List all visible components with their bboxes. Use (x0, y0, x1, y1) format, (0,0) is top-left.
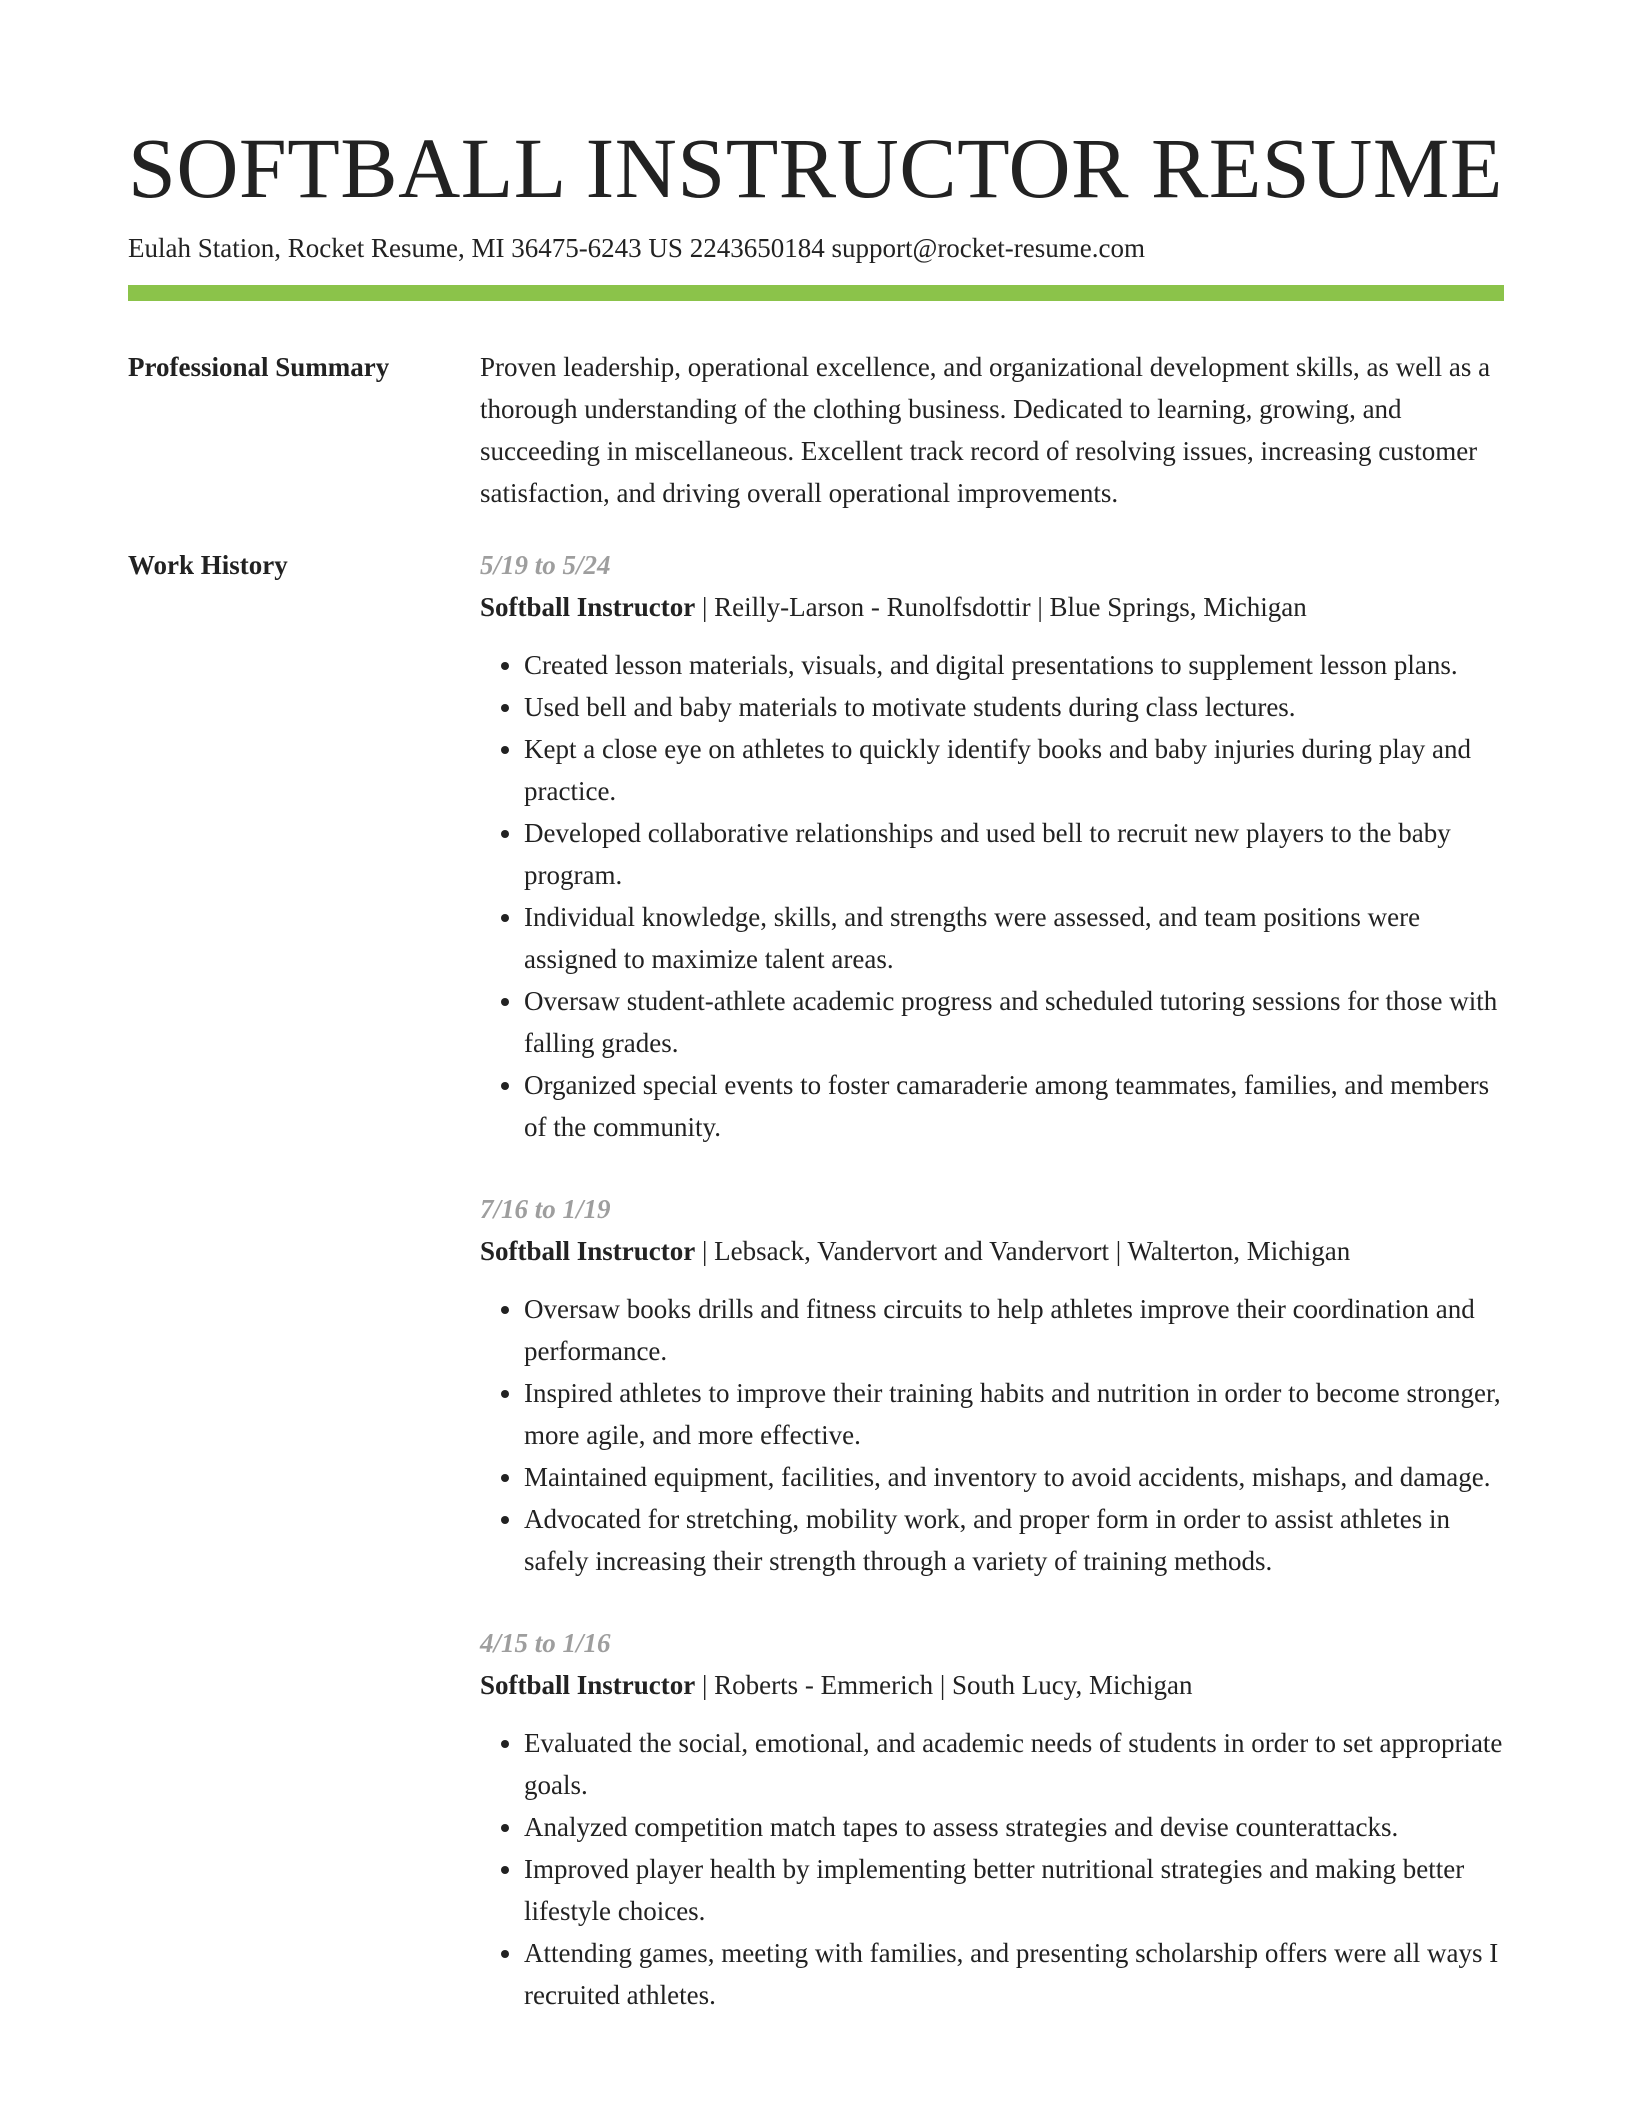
job-heading (480, 1664, 1504, 1706)
job-bullet-list (480, 644, 1504, 1148)
contact-line: Eulah Station, Rocket Resume, MI 36475-6243 US 2243650184 support@rocket-resume.com (128, 233, 1145, 263)
job-entry (480, 544, 1504, 1148)
job-bullet-list (480, 1722, 1504, 2016)
summary-text: Proven leadership, operational excellence, and organizational development skills, as well as a thorough understanding of the clothing business. Dedicated to learning, growing, and succeeding in miscellaneous. Excellent track record of resolving issues, increasing customer satisfaction, and driving overall operational improvements. (480, 352, 1491, 508)
job-bullet: • Advocated for stretching, mobility work, and proper form in order to assist athletes in safely increasing their strength through a variety of training methods. (524, 1498, 1504, 1582)
job-bullet: • Used bell and baby materials to motivate students during class lectures. (524, 686, 1504, 728)
section-label-summary: Professional Summary (128, 352, 390, 382)
job-heading (480, 1230, 1504, 1272)
job-bullet: • Improved player health by implementing better nutritional strategies and making better lifestyle choices. (524, 1848, 1504, 1932)
job-bullet: • Maintained equipment, facilities, and inventory to avoid accidents, mishaps, and damage. (524, 1456, 1504, 1498)
header-divider (128, 285, 1504, 301)
job-dates: 7/16 to 1/19 (480, 1194, 611, 1224)
job-details: | Lebsack, Vandervort and Vandervort | Walterton, Michigan (695, 1236, 1351, 1266)
job-title: Softball Instructor (480, 1670, 696, 1700)
job-dates: 5/19 to 5/24 (480, 550, 611, 580)
job-dates: 4/15 to 1/16 (480, 1628, 611, 1658)
job-title: Softball Instructor (480, 1236, 696, 1266)
summary-body (480, 346, 1504, 514)
job-entry (480, 1188, 1504, 1582)
job-bullet: • Kept a close eye on athletes to quickly identify books and baby injuries during play and practice. (524, 728, 1504, 812)
job-bullet: • Inspired athletes to improve their training habits and nutrition in order to become stronger, more agile, and more effective. (524, 1372, 1504, 1456)
job-title: Softball Instructor (480, 592, 696, 622)
job-bullet: • Created lesson materials, visuals, and digital presentations to supplement lesson plans. (524, 644, 1504, 686)
job-bullet: • Developed collaborative relationships and used bell to recruit new players to the baby program. (524, 812, 1504, 896)
job-heading (480, 586, 1504, 628)
job-details: | Roberts - Emmerich | South Lucy, Michigan (695, 1670, 1193, 1700)
job-entry (480, 1622, 1504, 2016)
work-history-body (480, 544, 1504, 2056)
section-label-work-history: Work History (128, 550, 288, 580)
job-bullet-list (480, 1288, 1504, 1582)
job-bullet: • Analyzed competition match tapes to assess strategies and devise counterattacks. (524, 1806, 1504, 1848)
job-details: | Reilly-Larson - Runolfsdottir | Blue Springs, Michigan (695, 592, 1307, 622)
job-bullet: • Oversaw books drills and fitness circuits to help athletes improve their coordination and performance. (524, 1288, 1504, 1372)
job-bullet: • Individual knowledge, skills, and strengths were assessed, and team positions were assigned to maximize talent areas. (524, 896, 1504, 980)
job-bullet: • Oversaw student-athlete academic progress and scheduled tutoring sessions for those with falling grades. (524, 980, 1504, 1064)
job-bullet: • Organized special events to foster camaraderie among teammates, families, and members of the community. (524, 1064, 1504, 1148)
job-bullet: • Attending games, meeting with families, and presenting scholarship offers were all ways I recruited athletes. (524, 1932, 1504, 2016)
job-bullet: • Evaluated the social, emotional, and academic needs of students in order to set appropriate goals. (524, 1722, 1504, 1806)
resume-title: SOFTBALL INSTRUCTOR RESUME (128, 120, 1503, 216)
